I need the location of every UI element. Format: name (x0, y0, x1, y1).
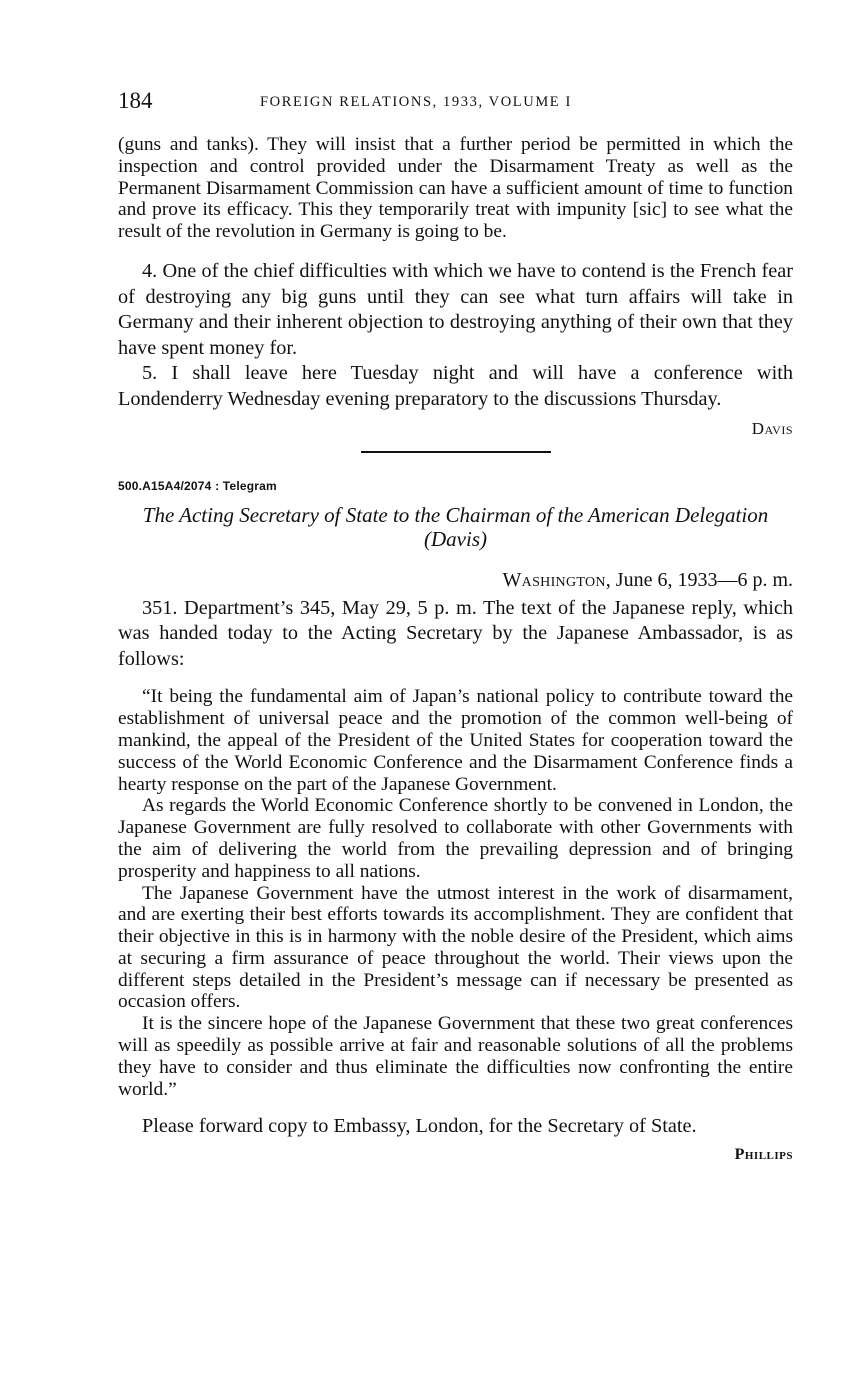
paragraph-5: 5. I shall leave here Tuesday night and will have a conference with Londenderry Wednesday evening preparatory to the discussions Thursday. (118, 362, 793, 410)
paragraph-4: 4. One of the chief difficulties with which we have to contend is the French fear of destroying any big guns until they can see what turn affairs will take in Germany and their inherent objection to destroying anything of their own that they have spent money for. (118, 259, 793, 359)
file-number: 500.A15A4/2074 : Telegram (118, 478, 277, 493)
dateline-date: , June 6, 1933—6 p. m. (605, 568, 793, 591)
running-header (118, 88, 793, 118)
quote-paragraph-3: The Japanese Government have the utmost interest in the work of disarmament, and are exerting their best efforts towards its accomplishment. They are confident that their objective in this is in harmony with the noble desire of the President, which aims at securing a firm assurance of peace throughout the world. Their views upon the different steps detailed in the President’s message can if necessary be presented as occasion offers. (118, 882, 793, 1013)
continued-paragraph: (guns and tanks). They will insist that a further period be permitted in which the inspection and control provided under the Disarmament Treaty as well as the Permanent Disarmament Commission can have a sufficient amount of time to function and prove its efficacy. This they temporarily treat with impunity [sic] to see what the result of the revolution in Germany is going to be. (118, 134, 793, 243)
document-heading: The Acting Secretary of State to the Chairman of the American Delegation (Davis) (142, 502, 769, 551)
section-divider (361, 451, 551, 453)
telegram-intro: 351. Department’s 345, May 29, 5 p. m. The text of the Japanese reply, which was handed today to the Acting Secretary by the Japanese Ambassador, is as follows: (118, 596, 793, 670)
quote-paragraph-1: “It being the fundamental aim of Japan’s national policy to contribute toward the establishment of universal peace and the promotion of the common well-being of mankind, the appeal of the President of the United States for cooperation toward the success of the World Economic Conference and the Disarmament Conference finds a hearty response on the part of the Japanese Government. (118, 686, 793, 795)
running-title: FOREIGN RELATIONS, 1933, VOLUME I (260, 94, 572, 110)
quote-paragraph-2: As regards the World Economic Conference shortly to be convened in London, the Japanese Government are fully resolved to collaborate with other Governments with the aim of delivering the world from the prevailing depression and of bringing prosperity and happiness to all nations. (118, 795, 793, 882)
quote-paragraph-4: It is the sincere hope of the Japanese Government that these two great conferences will as speedily as possible arrive at fair and reasonable solutions of all the problems they have to consider and thus eliminate the difficulties now confronting the entire world.” (118, 1013, 793, 1100)
document-page (118, 88, 793, 1164)
dateline-place: Washington (502, 568, 606, 591)
signature-phillips: Phillips (734, 1146, 793, 1164)
signature-davis: Davis (751, 418, 793, 438)
closing-paragraph: Please forward copy to Embassy, London, for the Secretary of State. (142, 1115, 697, 1138)
dateline (118, 569, 793, 592)
page-number: 184 (118, 88, 153, 113)
